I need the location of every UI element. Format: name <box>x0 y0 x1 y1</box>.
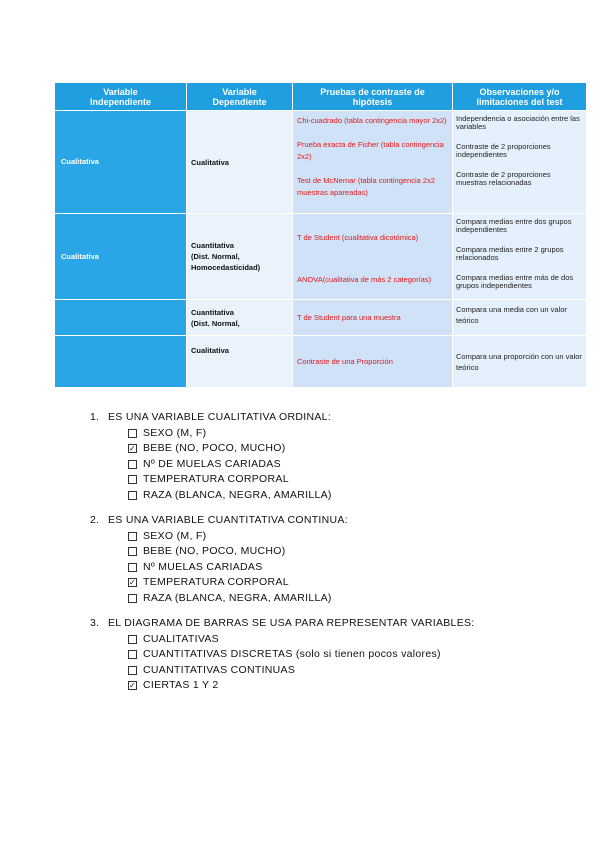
checkbox-checked[interactable]: ✓ <box>129 444 137 454</box>
option-item[interactable] <box>128 426 570 442</box>
test-item: Chi-cuadrado (tabla contingencia mayor 2x2) <box>297 116 447 125</box>
checkbox[interactable] <box>128 547 137 556</box>
header-dependent-variable: Variable Dependiente <box>187 83 293 111</box>
option-label: CIERTAS 1 Y 2 <box>143 679 219 691</box>
test-item: ANOVA(cualitativa de más 2 categorías) <box>297 275 432 284</box>
checkbox-checked[interactable]: ✓ <box>129 681 137 691</box>
table-row <box>55 111 587 214</box>
observation-item: Compara una proporción con un valor teórico <box>456 351 582 372</box>
question-text: ES UNA VARIABLE CUALITATIVA ORDINAL: <box>108 411 331 423</box>
spacer <box>297 244 448 274</box>
option-item[interactable] <box>128 472 570 488</box>
dependent-cell: Cualitativa <box>187 336 293 388</box>
question-heading <box>90 410 570 426</box>
option-item[interactable] <box>128 529 570 545</box>
tests-cell <box>293 111 453 214</box>
checkbox[interactable] <box>128 594 137 603</box>
checkbox[interactable] <box>128 429 137 438</box>
table-row <box>55 214 587 300</box>
observation-item: Compara medias entre dos grupos independientes <box>456 217 572 234</box>
checkbox-checked[interactable]: ✓ <box>129 578 137 588</box>
observations-cell <box>453 214 587 300</box>
tests-cell <box>293 336 453 388</box>
option-item[interactable] <box>128 488 570 504</box>
option-label: CUANTITATIVAS CONTINUAS <box>143 663 296 676</box>
dependent-cell: Cuantitativa (Dist. Normal, <box>187 300 293 336</box>
option-label: Nº MUELAS CARIADAS <box>143 560 263 573</box>
test-item: Contraste de una Proporción <box>297 356 393 366</box>
option-label: TEMPERATURA CORPORAL <box>143 576 289 588</box>
option-item[interactable] <box>128 560 570 576</box>
header-independent-variable: Variable Independiente <box>55 83 187 111</box>
checkbox[interactable] <box>128 650 137 659</box>
option-label: CUANTITATIVAS DISCRETAS (solo si tienen pocos valores) <box>143 648 441 660</box>
option-label: SEXO (M, F) <box>143 529 207 542</box>
quiz-questions <box>90 410 570 704</box>
checkbox[interactable] <box>128 666 137 675</box>
option-label: Nº DE MUELAS CARIADAS <box>143 457 281 470</box>
option-label: TEMPERATURA CORPORAL <box>143 473 289 485</box>
observations-cell <box>453 300 587 336</box>
test-item: Prueba exacta de Fisher (tabla contingencia 2x2) <box>297 140 444 161</box>
independent-cell <box>55 336 187 388</box>
option-label: RAZA (BLANCA, NEGRA, AMARILLA) <box>143 488 332 501</box>
option-label: CUALITATIVAS <box>143 632 219 645</box>
question-heading <box>90 616 570 632</box>
observation-item: Contraste de 2 proporciones independientes <box>456 142 551 159</box>
header-hypothesis-tests: Pruebas de contraste de hipótesis <box>293 83 453 111</box>
question-heading <box>90 513 570 529</box>
checkbox[interactable] <box>128 475 137 484</box>
question-text: EL DIAGRAMA DE BARRAS SE USA PARA REPRESENTAR VARIABLES: <box>108 617 475 629</box>
dependent-cell: Cualitativa <box>187 111 293 214</box>
option-label: SEXO (M, F) <box>143 426 207 439</box>
option-item[interactable] <box>128 544 570 560</box>
question-text: ES UNA VARIABLE CUANTITATIVA CONTINUA: <box>108 514 348 526</box>
independent-cell: Cualitativa <box>55 214 187 300</box>
option-item[interactable] <box>128 591 570 607</box>
question-3 <box>90 616 570 694</box>
tests-cell <box>293 214 453 300</box>
checkbox[interactable] <box>128 460 137 469</box>
test-item: Test de McNemar (tabla contingencia 2x2 muestras apareadas) <box>297 176 435 197</box>
header-observations: Observaciones y/o limitaciones del test <box>453 83 587 111</box>
option-item[interactable] <box>128 663 570 679</box>
test-item: T de Student para una muestra <box>297 312 401 322</box>
independent-cell: Cualitativa <box>55 111 187 214</box>
question-number: 2. <box>90 514 100 526</box>
table-header-row <box>55 83 587 111</box>
observation-item: Compara una media con un valor teórico <box>456 305 567 325</box>
checkbox[interactable] <box>128 532 137 541</box>
option-item[interactable] <box>128 575 570 591</box>
hypothesis-tests-table <box>54 82 587 388</box>
option-label: BEBE (NO, POCO, MUCHO) <box>143 442 286 454</box>
option-list <box>90 426 570 504</box>
option-item[interactable] <box>128 632 570 648</box>
question-2 <box>90 513 570 606</box>
question-number: 1. <box>90 411 100 423</box>
option-label: BEBE (NO, POCO, MUCHO) <box>143 545 286 557</box>
observation-item: Independencia o asociación entre las variables <box>456 114 580 131</box>
observation-item: Contraste de 2 proporciones muestras relacionadas <box>456 170 551 187</box>
observations-cell <box>453 336 587 388</box>
table-row <box>55 300 587 336</box>
option-label: RAZA (BLANCA, NEGRA, AMARILLA) <box>143 591 332 604</box>
option-list <box>90 529 570 607</box>
table-row <box>55 336 587 388</box>
observation-item: Compara medias entre 2 grupos relacionados <box>456 245 564 262</box>
checkbox[interactable] <box>128 635 137 644</box>
option-item[interactable] <box>128 457 570 473</box>
option-item[interactable] <box>128 441 570 457</box>
option-item[interactable] <box>128 678 570 694</box>
observation-item: Compara medias entre más de dos grupos independientes <box>456 273 574 290</box>
question-number: 3. <box>90 617 100 629</box>
observations-cell <box>453 111 587 214</box>
tests-cell <box>293 300 453 336</box>
test-item: T de Student (cualitativa dicotómica) <box>297 233 419 242</box>
checkbox[interactable] <box>128 491 137 500</box>
checkbox[interactable] <box>128 563 137 572</box>
option-item[interactable] <box>128 647 570 663</box>
independent-cell <box>55 300 187 336</box>
option-list <box>90 632 570 694</box>
question-1 <box>90 410 570 503</box>
dependent-cell: Cuantitativa (Dist. Normal, Homocedasticidad) <box>187 214 293 300</box>
